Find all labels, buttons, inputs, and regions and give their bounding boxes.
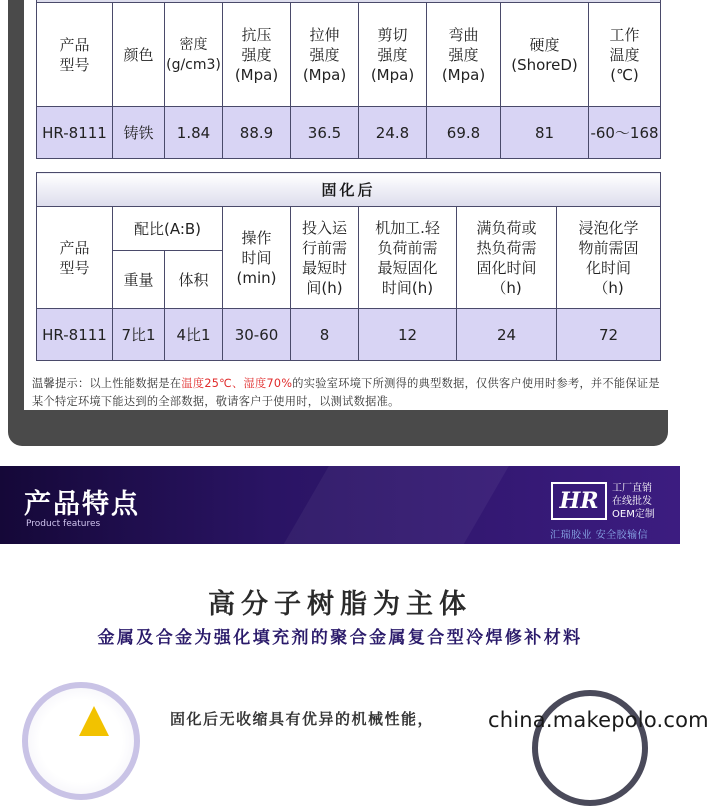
table-row xyxy=(37,309,661,361)
table-after-curing xyxy=(36,172,661,361)
badge-line: 工厂直销 xyxy=(612,483,652,494)
header-flexural: 弯曲 强度 (Mpa) xyxy=(427,3,501,107)
badge-line: 在线批发 xyxy=(612,496,652,507)
badge-line: OEM定制 xyxy=(612,509,655,520)
header-model: 产品 型号 xyxy=(37,3,113,107)
feature-headline: 高分子树脂为主体 xyxy=(208,589,472,620)
cell-compressive: 88.9 xyxy=(223,107,291,159)
header-min-time-machining: 机加工.轻 负荷前需 最短固化 时间(h) xyxy=(359,207,457,309)
cell-model: HR-8111 xyxy=(37,107,113,159)
table-before-curing xyxy=(36,0,661,159)
warm-tip-note xyxy=(32,375,662,411)
spec-panel xyxy=(8,0,668,446)
drop-icon xyxy=(79,706,109,736)
header-operating-time: 操作 时间 (min) xyxy=(223,207,291,309)
feature-circle-icon xyxy=(22,682,140,800)
banner-title: 产品特点 xyxy=(24,489,140,520)
header-compressive: 抗压 强度 (Mpa) xyxy=(223,3,291,107)
note-prefix: 温馨提示：以上性能数据是在 xyxy=(32,377,182,390)
header-min-time-operation: 投入运 行前需 最短时 间(h) xyxy=(291,207,359,309)
cell-color: 铸铁 xyxy=(113,107,165,159)
note-condition: 温度25℃、湿度70% xyxy=(181,377,293,390)
header-shear: 剪切 强度 (Mpa) xyxy=(359,3,427,107)
header-density: 密度 (g/cm3) xyxy=(165,3,223,107)
cell-min-time-operation: 8 xyxy=(291,309,359,361)
banner-subtitle: Product features xyxy=(26,519,101,529)
cell-ratio-volume: 4比1 xyxy=(165,309,223,361)
feature-text-1: 固化后无收缩具有优异的机械性能， xyxy=(170,710,435,728)
cell-ratio-weight: 7比1 xyxy=(113,309,165,361)
brand-slogan: 汇瑞胶业 安全胶输信 xyxy=(550,530,649,541)
cell-full-load-time: 24 xyxy=(457,309,557,361)
table-row xyxy=(37,107,661,159)
cell-shear: 24.8 xyxy=(359,107,427,159)
cell-min-time-machining: 12 xyxy=(359,309,457,361)
cell-hardness: 81 xyxy=(501,107,589,159)
cell-chemical-immersion-time: 72 xyxy=(557,309,661,361)
header-ratio: 配比(A:B) xyxy=(113,207,223,251)
note-suffix: 的实验室环境下所测得的典型数据，仅供客户使用时参考，并不能保证是某个特定环境下能达到的全部数据，敬请客户于使用时，以测试数据准。 xyxy=(32,377,660,408)
header-temperature: 工作 温度 (℃) xyxy=(589,3,661,107)
cell-operating-time: 30-60 xyxy=(223,309,291,361)
cell-tensile: 36.5 xyxy=(291,107,359,159)
header-tensile: 拉伸 强度 (Mpa) xyxy=(291,3,359,107)
header-ratio-volume: 体积 xyxy=(165,251,223,309)
header-full-load-time: 满负荷或 热负荷需 固化时间 （h) xyxy=(457,207,557,309)
brand-badge xyxy=(612,482,678,521)
features-banner xyxy=(0,466,680,544)
banner-decoration xyxy=(260,446,521,586)
header-ratio-weight: 重量 xyxy=(113,251,165,309)
header-color: 颜色 xyxy=(113,3,165,107)
header-model-after: 产品 型号 xyxy=(37,207,113,309)
header-hardness: 硬度 (ShoreD) xyxy=(501,3,589,107)
header-chemical-immersion-time: 浸泡化学 物前需固 化时间 （h) xyxy=(557,207,661,309)
caption-after: 固化后 xyxy=(37,173,661,207)
site-watermark: china.makepolo.com xyxy=(488,708,709,732)
brand-logo-icon: HR xyxy=(551,482,607,520)
cell-density: 1.84 xyxy=(165,107,223,159)
cell-model: HR-8111 xyxy=(37,309,113,361)
cell-temperature: -60～168 xyxy=(589,107,661,159)
feature-subheadline: 金属及合金为强化填充剂的聚合金属复合型冷焊修补材料 xyxy=(97,628,583,648)
cell-flexural: 69.8 xyxy=(427,107,501,159)
